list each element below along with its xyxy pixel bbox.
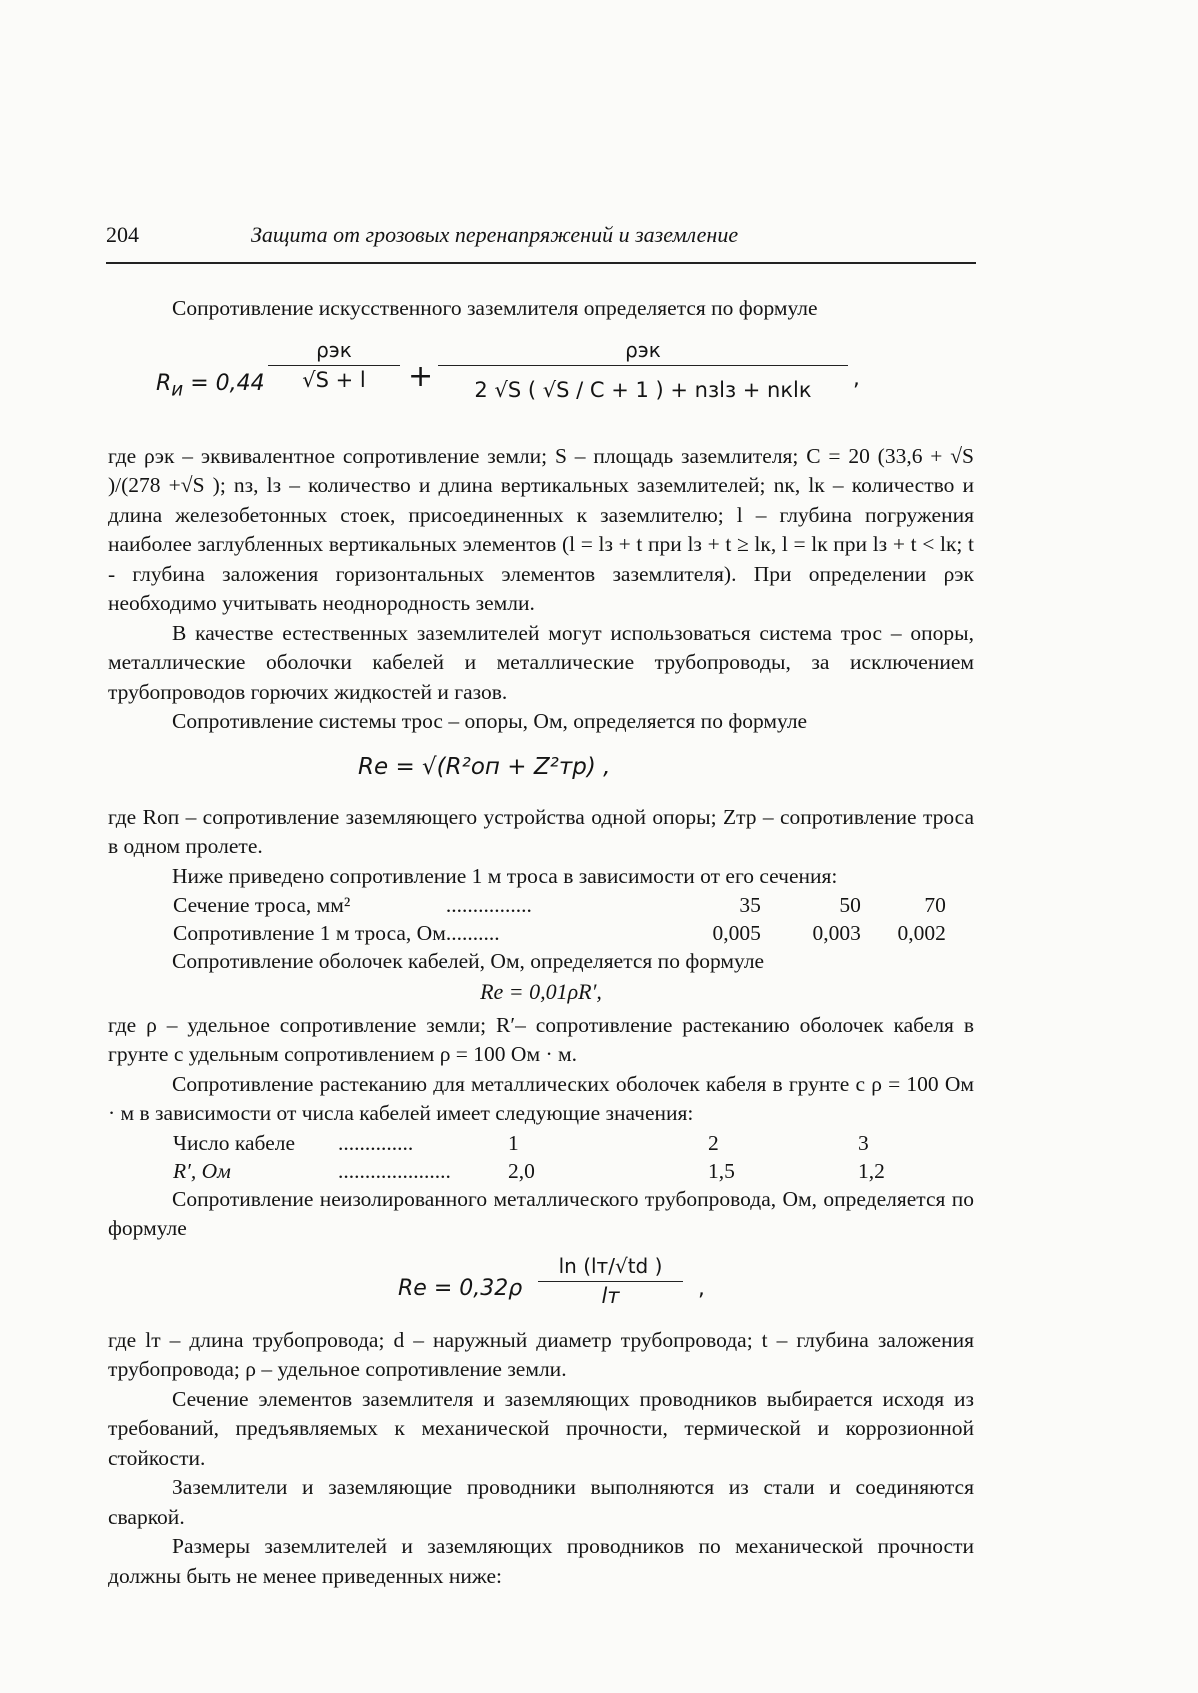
fraction-2 — [438, 336, 848, 406]
fraction-bar — [438, 365, 848, 366]
cell: 1 — [508, 1130, 519, 1155]
fraction-1 — [268, 336, 400, 396]
table-row — [173, 1129, 938, 1157]
paragraph: Сопротивление искусственного заземлителя определяется по формуле — [172, 296, 818, 320]
plus-sign: + — [408, 358, 434, 394]
row-dots: ................ — [445, 893, 532, 917]
fraction-denominator: 2 √S ( √S / C + 1 ) + nзlз + nкlк — [474, 378, 812, 402]
table-row — [173, 891, 946, 919]
formula-ground-resistance — [108, 324, 974, 442]
page-number: 204 — [106, 222, 139, 247]
cell: 2,0 — [508, 1158, 535, 1183]
table-row — [173, 1157, 938, 1185]
paragraph: где ρэк – эквивалентное сопротивление земли; S – площадь заземлителя; C = 20 (33,6 + √S )/(278 +√S ); nз, lз – количество и длина вертикальных заземлителей; nк, lк – количество и длина железобетонных стоек, присоединенных к заземлителю; l – глубина погружения наиболее заглубленных вертикальных элементов (l = lз + t при lз + t ≥ lк, l = lк при lз + t < lк; t - глубина заложения горизонтальных элементов заземлителя). При определении ρэк необходимо учитывать неоднородность земли. — [108, 443, 974, 615]
comma: , — [698, 1275, 705, 1301]
paragraph: Заземлители и заземляющие проводники выполняются из стали и соединяются сваркой. — [108, 1475, 974, 1529]
paragraph: где ρ – удельное сопротивление земли; R′– сопротивление растеканию оболочек кабеля в грунте с удельным сопротивлением ρ = 100 Ом · м. — [108, 1012, 974, 1066]
sheath-table — [173, 1129, 938, 1185]
paragraph: Ниже приведено сопротивление 1 м троса в зависимости от его сечения: — [172, 863, 838, 888]
table-row — [173, 919, 946, 947]
fraction-numerator: ρэк — [316, 337, 352, 362]
cell: 2 — [708, 1130, 719, 1155]
comma: , — [853, 365, 860, 391]
formula-lhs: $R_и = 0,44$ — [156, 370, 265, 400]
cell: 0,005 — [712, 921, 761, 945]
formula-text: Re = √(R²оп + Z²тр) , — [358, 753, 611, 780]
cell: 70 — [924, 893, 946, 917]
row-dots: ..................... — [338, 1158, 451, 1183]
row-label: Сопротивление 1 м троса, Ом — [173, 921, 446, 945]
row-label: Сечение троса, мм² — [173, 893, 351, 917]
cell: 0,003 — [812, 921, 861, 945]
paragraph: где Rоп – сопротивление заземляющего устройства одной опоры; Zтр – сопротивление троса в одном пролете. — [108, 804, 974, 858]
paragraph: Сопротивление растеканию для металлических оболочек кабеля в грунте с ρ = 100 Ом · м в зависимости от числа кабелей имеет следующие значения: — [108, 1071, 974, 1125]
paragraph: Сопротивление системы трос – опоры, Ом, определяется по формуле — [172, 709, 808, 733]
row-label: Число кабеле — [173, 1130, 296, 1155]
formula-pipeline — [108, 1244, 974, 1326]
formula-text: Re = 0,01ρR′, — [480, 978, 602, 1004]
paragraph: В качестве естественных заземлителей могут использоваться система трос – опоры, металлические оболочки кабелей и металлические трубопроводы, за исключением трубопроводов горючих жидкостей и газов. — [108, 620, 974, 704]
formula-lhs: Re = 0,32ρ — [398, 1275, 523, 1301]
formula-cable-support — [108, 737, 974, 803]
cell: 0,002 — [897, 921, 946, 945]
paragraph: Размеры заземлителей и заземляющих проводников по механической прочности должны быть не менее приведенных ниже: — [108, 1534, 974, 1588]
fraction — [538, 1252, 683, 1312]
formula-cable-sheath — [108, 977, 974, 1011]
cell: 50 — [839, 893, 861, 917]
cable-table — [173, 891, 946, 947]
row-label: R′, Ом — [173, 1158, 231, 1183]
cell: 35 — [739, 893, 761, 917]
cell: 1,5 — [708, 1158, 735, 1183]
fraction-numerator: ρэк — [625, 337, 661, 362]
fraction-numerator: ln (lт/√td ) — [558, 1253, 663, 1278]
row-dots: .......... — [445, 921, 500, 945]
fraction-denominator: √S + l — [302, 368, 366, 392]
fraction-denominator: lт — [601, 1284, 620, 1308]
paragraph: Сопротивление неизолированного металлического трубопровода, Ом, определяется по формуле — [108, 1186, 974, 1240]
running-title: Защита от грозовых перенапряжений и заземление — [251, 222, 739, 247]
paragraph: где lт – длина трубопровода; d – наружный диаметр трубопровода; t – глубина заложения трубопровода; ρ – удельное сопротивление земли. — [108, 1327, 974, 1381]
cell: 1,2 — [858, 1158, 885, 1183]
cell: 3 — [858, 1130, 869, 1155]
row-dots: .............. — [338, 1130, 414, 1155]
page-body — [108, 294, 974, 1591]
paragraph: Сечение элементов заземлителя и заземляющих проводников выбирается исходя из требований, предъявляемых к механической прочности, термической и коррозионной стойкости. — [108, 1386, 974, 1470]
running-header — [106, 222, 976, 264]
paragraph: Сопротивление оболочек кабелей, Ом, определяется по формуле — [172, 949, 765, 973]
